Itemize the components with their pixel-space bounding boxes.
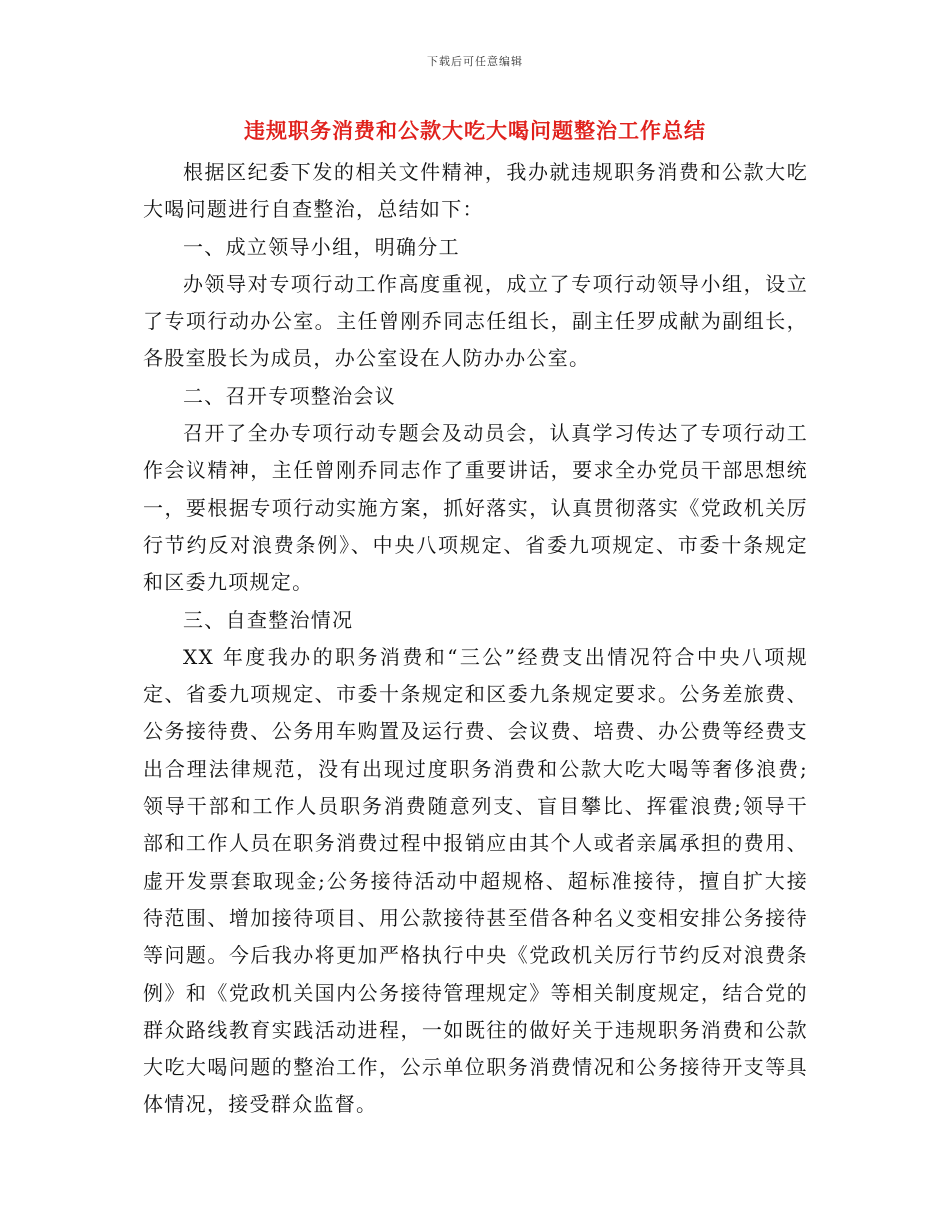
intro-paragraph: 根据区纪委下发的相关文件精神，我办就违规职务消费和公款大吃大喝问题进行自查整治，总结如下： (143, 160, 808, 222)
section-paragraph-1: 办领导对专项行动工作高度重视，成立了专项行动领导小组，设立了专项行动办公室。主任曾刚乔同志任组长，副主任罗成献为副组长，各股室股长为成员，办公室设在人防办办公室。 (143, 271, 808, 371)
section-paragraph-2: 召开了全办专项行动专题会及动员会，认真学习传达了专项行动工作会议精神，主任曾刚乔同志作了重要讲话，要求全办党员干部思想统一，要根据专项行动实施方案，抓好落实，认真贯彻落实《党政机关厉行节约反对浪费条例》、中央八项规定、省委九项规定、市委十条规定和区委九项规定。 (143, 421, 808, 595)
header-note: 下载后可任意编辑 (427, 55, 523, 68)
document-title: 违规职务消费和公款大吃大喝问题整治工作总结 (244, 118, 706, 143)
document-body (143, 154, 808, 1124)
section-paragraph-3: XX 年度我办的职务消费和“三公”经费支出情况符合中央八项规定、省委九项规定、市委十条规定和区委九条规定要求。公务差旅费、公务接待费、公务用车购置及运行费、会议费、培费、办公费等经费支出合理法律规范，没有出现过度职务消费和公款大吃大喝等奢侈浪费;领导干部和工作人员职务消费随意列支、盲目攀比、挥霍浪费;领导干部和工作人员在职务消费过程中报销应由其个人或者亲属承担的费用、虚开发票套取现金;公务接待活动中超规格、超标准接待，擅自扩大接待范围、增加接待项目、用公款接待甚至借各种名义变相安排公务接待等问题。今后我办将更加严格执行中央《党政机关厉行节约反对浪费条例》和《党政机关国内公务接待管理规定》等相关制度规定，结合党的群众路线教育实践活动进程，一如既往的做好关于违规职务消费和公款大吃大喝问题的整治工作，公示单位职务消费情况和公务接待开支等具体情况，接受群众监督。 (143, 644, 808, 1117)
section-heading-2: 二、召开专项整治会议 (183, 383, 396, 408)
section-heading-3: 三、自查整治情况 (183, 607, 354, 632)
section-heading-1: 一、成立领导小组，明确分工 (183, 234, 460, 259)
